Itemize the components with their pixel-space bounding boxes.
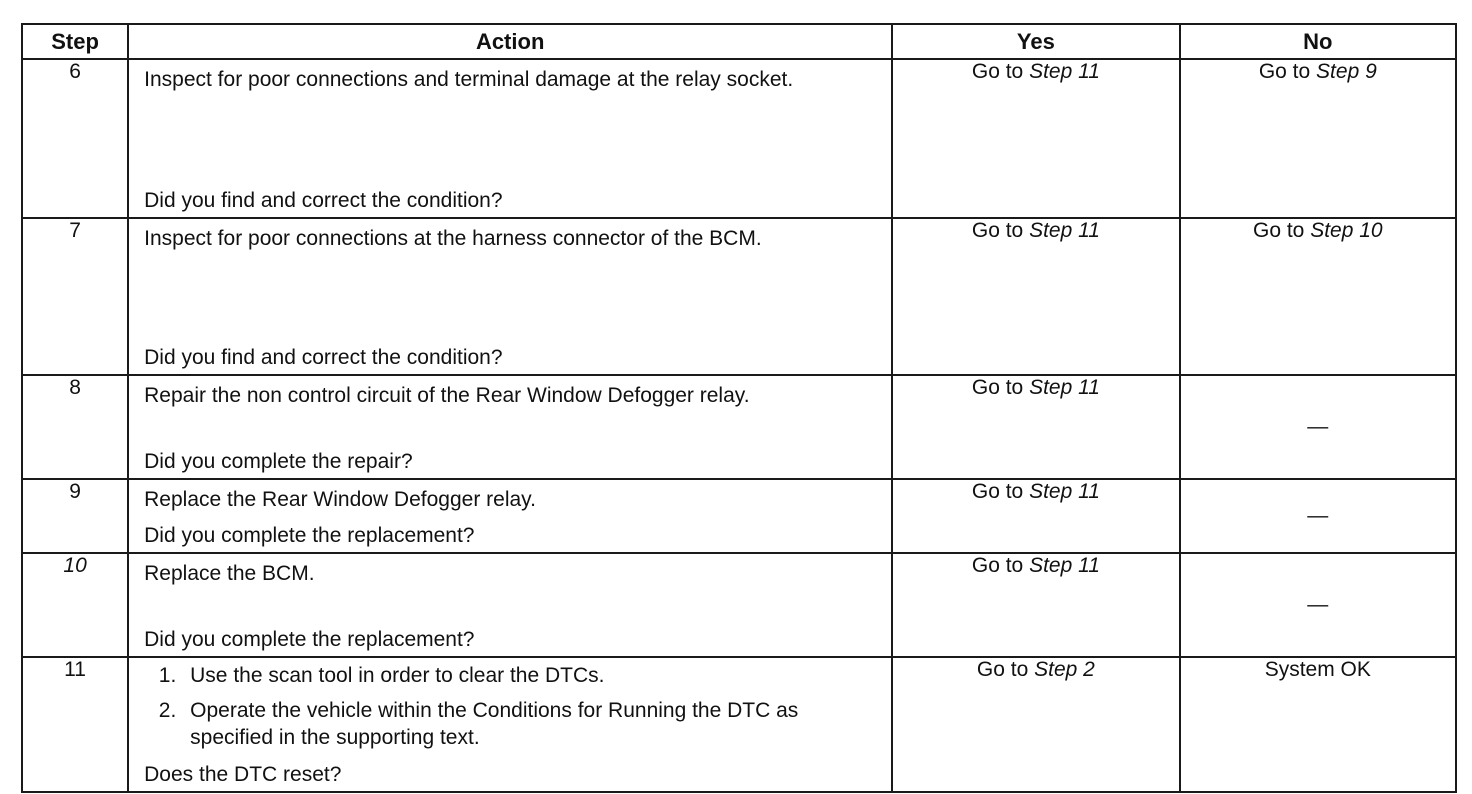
no-dash: — bbox=[1307, 593, 1329, 616]
yes-cell bbox=[892, 375, 1179, 479]
action-text: Repair the non control circuit of the Rear Window Defogger relay. bbox=[144, 384, 750, 407]
yes-step-link[interactable]: Step 11 bbox=[1029, 376, 1100, 399]
no-result: System OK bbox=[1264, 658, 1371, 681]
no-dash: — bbox=[1307, 415, 1329, 438]
action-cell bbox=[128, 479, 892, 553]
action-question: Did you find and correct the condition? bbox=[144, 189, 503, 212]
action-text: Inspect for poor connections and terminal damage at the relay socket. bbox=[144, 68, 794, 91]
table-row-step-7 bbox=[22, 218, 1456, 375]
no-cell bbox=[1180, 59, 1456, 218]
no-prefix: Go to bbox=[1252, 219, 1305, 242]
action-cell bbox=[128, 59, 892, 218]
action-text: Inspect for poor connections at the harness connector of the BCM. bbox=[144, 227, 762, 250]
step-number: 6 bbox=[22, 59, 128, 218]
list-item: 1. Use the scan tool in order to clear the DTCs. bbox=[182, 662, 881, 689]
action-question: Did you complete the repair? bbox=[144, 450, 413, 473]
action-cell bbox=[128, 657, 892, 792]
step-number: 9 bbox=[22, 479, 128, 553]
procedure-list bbox=[144, 662, 881, 751]
action-cell bbox=[128, 218, 892, 375]
diagnostic-table bbox=[21, 23, 1457, 793]
step-number: 10 bbox=[22, 553, 128, 657]
action-question: Did you find and correct the condition? bbox=[144, 346, 503, 369]
yes-prefix: Go to bbox=[971, 219, 1024, 242]
yes-step-link[interactable]: Step 2 bbox=[1034, 658, 1095, 681]
action-cell bbox=[128, 375, 892, 479]
list-item: 2. Operate the vehicle within the Conditions for Running the DTC as specified in the supporting text. bbox=[182, 697, 881, 751]
yes-step-link[interactable]: Step 11 bbox=[1029, 480, 1100, 503]
no-cell bbox=[1180, 375, 1456, 479]
yes-step-link[interactable]: Step 11 bbox=[1029, 60, 1100, 83]
yes-prefix: Go to bbox=[971, 480, 1024, 503]
action-question: Does the DTC reset? bbox=[144, 763, 342, 786]
step-number: 11 bbox=[22, 657, 128, 792]
table-row-step-11 bbox=[22, 657, 1456, 792]
yes-cell bbox=[892, 59, 1179, 218]
no-cell bbox=[1180, 553, 1456, 657]
yes-step-link[interactable]: Step 11 bbox=[1029, 554, 1100, 577]
yes-cell bbox=[892, 553, 1179, 657]
yes-cell bbox=[892, 218, 1179, 375]
action-text: Replace the BCM. bbox=[144, 562, 315, 585]
no-cell bbox=[1180, 657, 1456, 792]
header-action: Action bbox=[128, 24, 892, 59]
step-number: 7 bbox=[22, 218, 128, 375]
no-step-link[interactable]: Step 10 bbox=[1310, 219, 1383, 242]
header-yes: Yes bbox=[892, 24, 1179, 59]
yes-prefix: Go to bbox=[971, 376, 1024, 399]
yes-prefix: Go to bbox=[971, 60, 1024, 83]
table-row-step-10 bbox=[22, 553, 1456, 657]
action-text: Replace the Rear Window Defogger relay. bbox=[144, 488, 536, 511]
yes-prefix: Go to bbox=[971, 554, 1024, 577]
yes-step-link[interactable]: Step 11 bbox=[1029, 219, 1100, 242]
step-number: 8 bbox=[22, 375, 128, 479]
action-cell bbox=[128, 553, 892, 657]
yes-cell bbox=[892, 479, 1179, 553]
table-row-step-8 bbox=[22, 375, 1456, 479]
table-row-step-6 bbox=[22, 59, 1456, 218]
action-question: Did you complete the replacement? bbox=[144, 524, 475, 547]
action-question: Did you complete the replacement? bbox=[144, 628, 475, 651]
yes-prefix: Go to bbox=[976, 658, 1029, 681]
header-row bbox=[22, 24, 1456, 59]
table-row-step-9 bbox=[22, 479, 1456, 553]
no-dash: — bbox=[1307, 504, 1329, 527]
header-step: Step bbox=[22, 24, 128, 59]
no-cell bbox=[1180, 479, 1456, 553]
yes-cell bbox=[892, 657, 1179, 792]
no-step-link[interactable]: Step 9 bbox=[1316, 60, 1377, 83]
no-cell bbox=[1180, 218, 1456, 375]
header-no: No bbox=[1180, 24, 1456, 59]
no-prefix: Go to bbox=[1258, 60, 1311, 83]
